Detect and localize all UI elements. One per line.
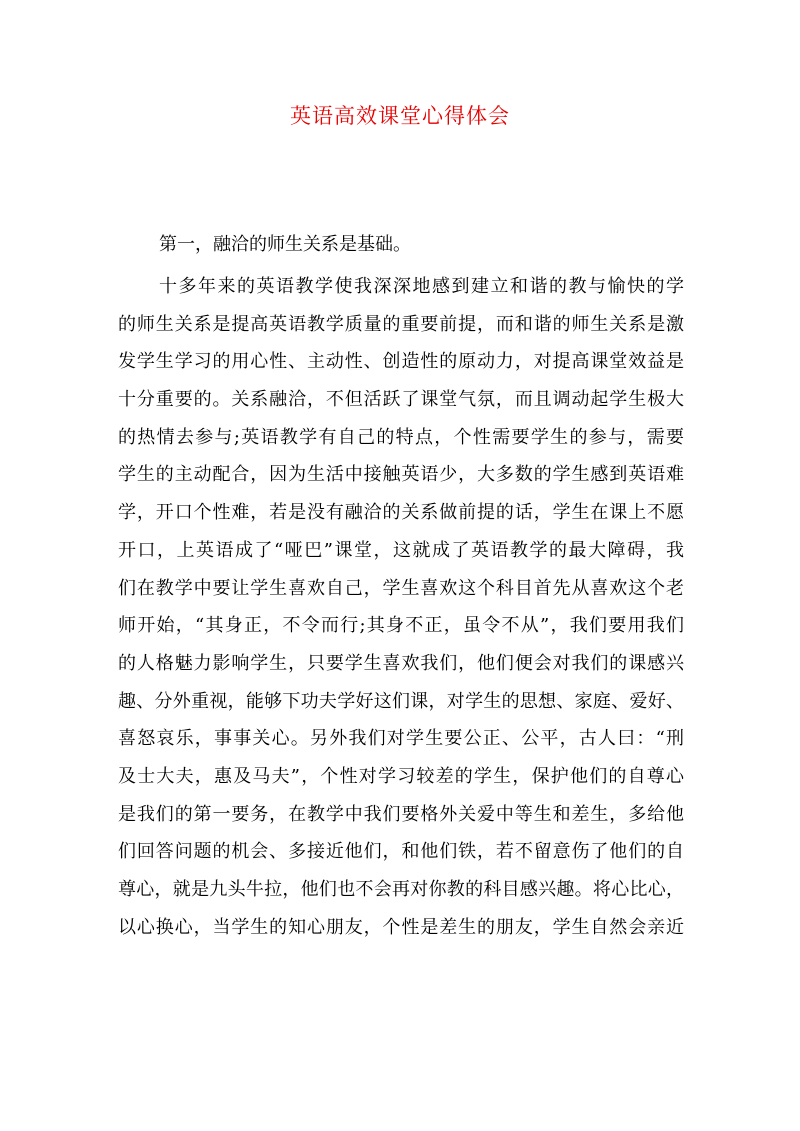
text-line: 尊心，就是九头牛拉，他们也不会再对你教的科目感兴趣。将心比心， <box>118 879 684 900</box>
text-line: 十分重要的。关系融洽，不但活跃了课堂气氛，而且调动起学生极大 <box>118 389 684 411</box>
body-paragraph <box>118 268 684 1048</box>
text-line: 的人格魅力影响学生，只要学生喜欢我们，他们便会对我们的课感兴 <box>118 652 684 674</box>
text-line: 是我们的第一要务，在教学中我们要格外关爱中等生和差生，多给他 <box>118 803 684 825</box>
text-line: 及士大夫，惠及马夫”，个性对学习较差的学生，保护他们的自尊心 <box>118 765 684 787</box>
text-line: 发学生学习的用心性、主动性、创造性的原动力，对提高课堂效益是 <box>118 351 684 373</box>
text-line: 以心换心，当学生的知心朋友，个性是差生的朋友，学生自然会亲近 <box>118 916 684 938</box>
text-line: 趣、分外重视，能够下功夫学好这们课，对学生的思想、家庭、爱好、 <box>118 690 684 712</box>
text-line: 学，开口个性难，若是没有融洽的关系做前提的话，学生在课上不愿 <box>118 502 684 524</box>
text-line: 喜怒哀乐，事事关心。另外我们对学生要公正、公平，古人曰：“刑 <box>118 728 684 750</box>
document-title: 英语高效课堂心得体会 <box>290 104 510 128</box>
text-line: 们在教学中要让学生喜欢自己，学生喜欢这个科目首先从喜欢这个老 <box>118 577 684 599</box>
text-line: 的热情去参与;英语教学有自己的特点，个性需要学生的参与，需要 <box>118 426 684 448</box>
text-line: 学生的主动配合，因为生活中接触英语少，大多数的学生感到英语难 <box>118 464 684 486</box>
section-heading: 第一，融洽的师生关系是基础。 <box>159 234 411 255</box>
text-line: 们回答问题的机会、多接近他们，和他们铁，若不留意伤了他们的自 <box>118 841 684 863</box>
text-line: 师开始，“其身正，不令而行;其身不正，虽令不从”，我们要用我们 <box>118 615 684 637</box>
text-line: 开口，上英语成了“哑巴”课堂，这就成了英语教学的最大障碍，我 <box>118 539 684 561</box>
text-line: 的师生关系是提高英语教学质量的重要前提，而和谐的师生关系是激 <box>118 313 684 335</box>
text-line: 十多年来的英语教学使我深深地感到建立和谐的教与愉快的学 <box>159 276 684 297</box>
